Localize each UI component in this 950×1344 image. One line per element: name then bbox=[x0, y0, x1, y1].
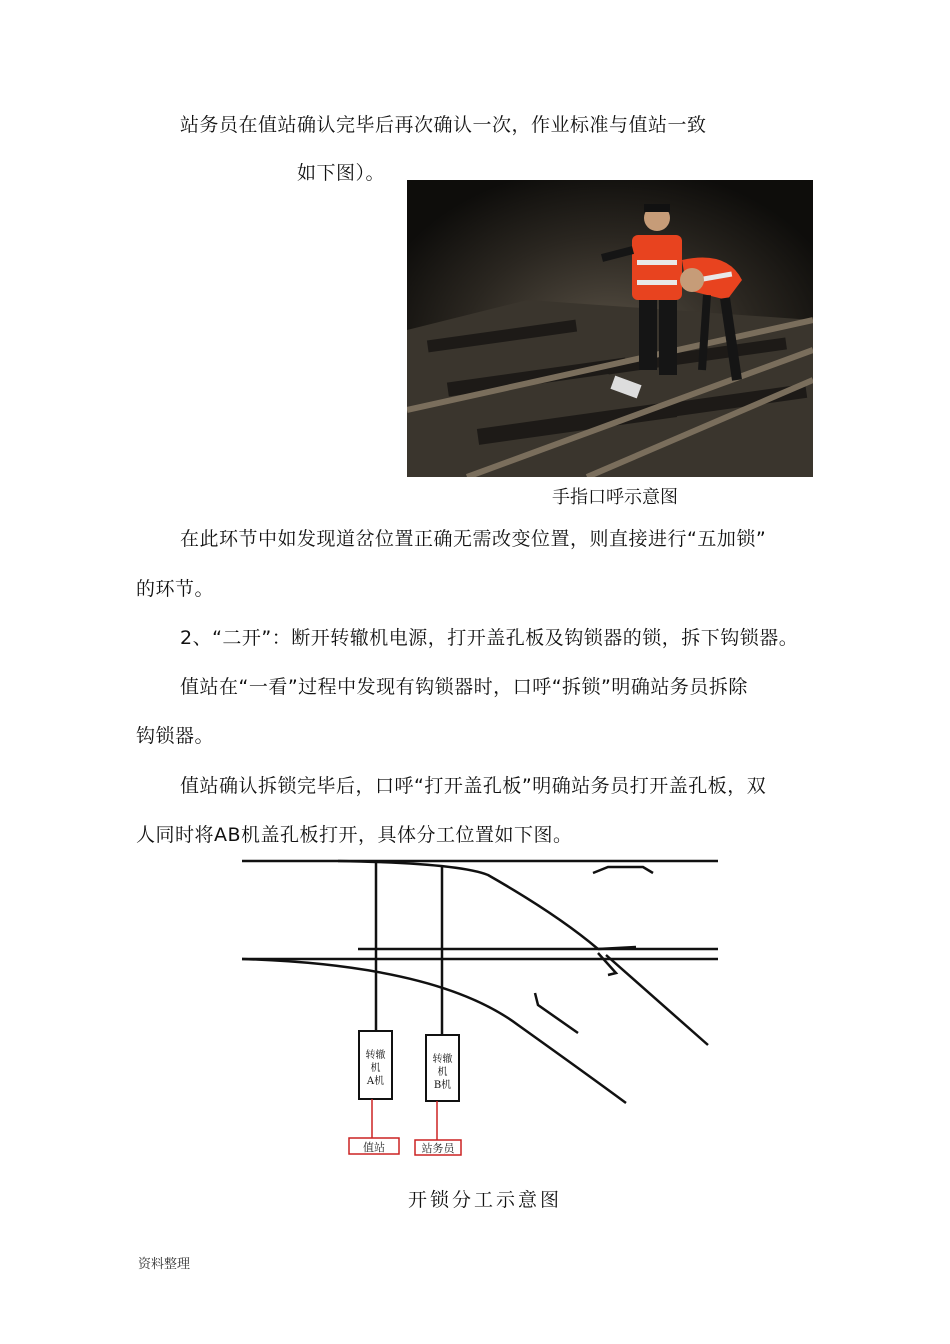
safety-vest bbox=[632, 235, 682, 300]
tag-a-label: 值站 bbox=[363, 1141, 385, 1154]
unlock-division-diagram bbox=[238, 855, 722, 1160]
paragraph-line: 2、“二开”：断开转辙机电源，打开盖孔板及钩锁器的锁，拆下钩锁器。 bbox=[180, 627, 799, 649]
track-lines bbox=[242, 861, 718, 1103]
svg-text:B机: B机 bbox=[433, 1080, 452, 1091]
track-inspection-photo bbox=[407, 180, 813, 477]
svg-text:A机: A机 bbox=[366, 1076, 385, 1087]
paragraph-line: 钩锁器。 bbox=[136, 725, 215, 747]
paragraph-line: 人同时将AB机盖孔板打开，具体分工位置如下图。 bbox=[136, 824, 573, 846]
footer-text: 资料整理 bbox=[138, 1257, 191, 1272]
machine-b-box bbox=[426, 1035, 459, 1101]
paragraph-line: 值站在“一看”过程中发现有钩锁器时，口呼“拆锁”明确站务员拆除 bbox=[180, 676, 748, 698]
paragraph-line: 如下图）。 bbox=[297, 162, 386, 184]
photo-caption: 手指口呼示意图 bbox=[552, 487, 678, 508]
svg-text:机: 机 bbox=[437, 1067, 448, 1078]
svg-text:机: 机 bbox=[370, 1063, 381, 1074]
tag-b-label: 站务员 bbox=[421, 1142, 455, 1155]
paragraph-line: 在此环节中如发现道岔位置正确无需改变位置，则直接进行“五加锁” bbox=[180, 528, 767, 550]
svg-text:转辙: 转辙 bbox=[365, 1050, 386, 1061]
diagram-caption: 开锁分工示意图 bbox=[408, 1189, 563, 1211]
svg-text:转辙: 转辙 bbox=[432, 1054, 453, 1065]
paragraph-line: 的环节。 bbox=[136, 578, 215, 600]
paragraph-line: 站务员在值站确认完毕后再次确认一次，作业标准与值站一致 bbox=[180, 114, 707, 136]
machine-a-box bbox=[359, 1031, 392, 1099]
paragraph-line: 值站确认拆锁完毕后，口呼“打开盖孔板”明确站务员打开盖孔板，双 bbox=[180, 775, 767, 797]
